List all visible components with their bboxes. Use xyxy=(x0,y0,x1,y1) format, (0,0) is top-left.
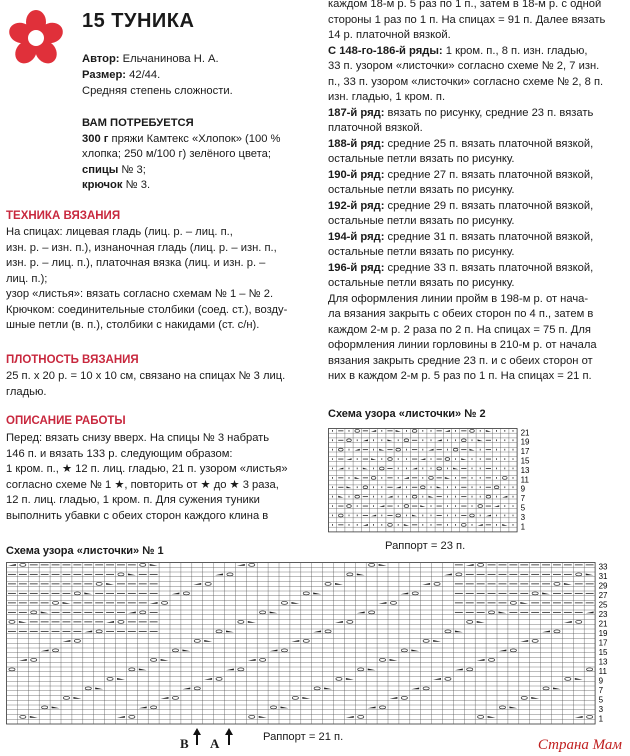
right-column-line: 188-й ряд: средние 25 п. вязать платочной вязкой, xyxy=(328,137,594,150)
row-number: 5 xyxy=(520,503,526,513)
watermark: Страна Мам xyxy=(537,737,622,753)
right-column-line: С 148-го-186-й ряды: 1 кром. п., 8 п. изн. гладью, xyxy=(328,44,588,57)
description-body: Перед: вязать снизу вверх. На спицы № 3 набрать 146 п. и вязать 133 р. следующим образом: 1 кром. п., ★ 12 п. лиц. гладью, 21 п. узором «листья» согласно схеме № 1 ★, повторить от ★ до ★ 3 раза, 12 п. лиц. гладью, 1 кром. п. Для сужения туники выполнить убавки с обеих сторон каждого клина в xyxy=(6,432,288,522)
density-body: 25 п. х 20 р. = 10 х 10 см, связано на спицах № 3 лиц. гладью. xyxy=(6,370,286,398)
right-column-line: остальные петли вязать по рисунку. xyxy=(328,277,515,289)
row-number: 33 xyxy=(598,562,608,572)
schema2-grid xyxy=(328,428,546,538)
row-number: 3 xyxy=(598,704,604,714)
row-number: 17 xyxy=(520,447,530,457)
grid-cells xyxy=(329,429,518,532)
row-number: 27 xyxy=(598,590,608,600)
row-number: 21 xyxy=(598,619,608,629)
materials-needles: спицы № 3; xyxy=(82,164,146,176)
size-line: Размер: 42/44. xyxy=(82,69,161,81)
right-column-line: платочной вязкой. xyxy=(328,122,423,134)
right-column-line: 194-й ряд: средние 31 п. вязать платочной вязкой, xyxy=(328,230,594,243)
materials-hook: крючок № 3. xyxy=(82,179,151,191)
materials-heading: ВАМ ПОТРЕБУЕТСЯ xyxy=(82,117,194,129)
row-number: 9 xyxy=(520,484,526,494)
grid-cells xyxy=(7,563,596,725)
right-column-line: остальные петли вязать по рисунку. xyxy=(328,215,515,227)
density-heading: ПЛОТНОСТЬ ВЯЗАНИЯ xyxy=(6,354,139,366)
difficulty-line: Средняя степень сложности. xyxy=(82,85,233,97)
right-column-line: Для оформления линии пройм в 198-м р. от нача- xyxy=(328,292,589,305)
right-column-line: оформления линии горловины в 210-м р. от начала xyxy=(328,339,597,351)
author-line: Автор: Ельчанинова Н. А. xyxy=(82,53,219,65)
row-number: 1 xyxy=(520,522,526,532)
right-column-line: 190-й ряд: средние 27 п. вязать платочной вязкой, xyxy=(328,168,594,181)
schema2-title: Схема узора «листочки» № 2 xyxy=(328,408,486,420)
flower-logo xyxy=(6,8,66,68)
right-column-line: 33 п. узором «листочки» согласно схеме № 2, 7 изн. xyxy=(328,60,600,72)
row-number: 19 xyxy=(520,437,530,447)
right-column-line: 196-й ряд: средние 33 п. вязать платочной вязкой, xyxy=(328,261,594,274)
technique-body: На спицах: лицевая гладь (лиц. р. – лиц. п., изн. р. – изн. п.), изнаночная гладь (лиц. р. – изн. п., изн. р. – лиц. п.), платочная вязка (лиц. и изн. р. – лиц. п.); узор «листья»: вязать согласно схемам № 1 – № 2. Крючком: соединительные столбики (соед. ст.), возду- шные петли (в. п.), столбики с накидами (ст. с/н). xyxy=(6,226,288,331)
arrow-up-icon xyxy=(192,726,202,746)
right-column-line: остальные петли вязать по рисунку. xyxy=(328,184,515,196)
right-column-line: остальные петли вязать по рисунку. xyxy=(328,246,515,258)
right-column-body xyxy=(328,0,626,385)
materials-yarn: 300 г пряжи Камтекс «Хлопок» (100 % xyxy=(82,133,281,145)
page-title: 15 ТУНИКА xyxy=(82,10,195,32)
right-column-line: 14 р. платочной вязкой. xyxy=(328,29,451,41)
right-column-line: каждом 2-м р. 2 раза по 2 п. На спицах = 75 п. Для xyxy=(328,323,591,336)
right-column-line: стороны 1 раз по 1 п. На спицах = 91 п. Далее вязать xyxy=(328,13,606,26)
materials-yarn-2: хлопка; 250 м/100 г) зелёного цвета; xyxy=(82,148,271,160)
row-number: 15 xyxy=(520,456,530,466)
right-column-line: остальные петли вязать по рисунку. xyxy=(328,153,515,165)
right-column-line: них в каждом 2-м р. 5 раз по 1 п. На спицах = 21 п. xyxy=(328,370,592,382)
marker-a: A xyxy=(210,736,220,751)
row-number: 7 xyxy=(598,685,604,695)
right-column-line: изн. гладью, 1 кром. п. xyxy=(328,91,446,103)
row-number: 23 xyxy=(598,609,608,619)
schema1-grid xyxy=(6,562,624,728)
right-column-line: каждом 18-м р. 5 раз по 1 п., затем в 18-м р. с одной xyxy=(328,0,602,10)
marker-b: B xyxy=(180,736,189,751)
right-column-line: 192-й ряд: средние 29 п. вязать платочной вязкой, xyxy=(328,199,594,212)
row-number: 17 xyxy=(598,638,608,648)
arrow-up-icon xyxy=(224,726,234,746)
row-number: 15 xyxy=(598,647,608,657)
row-number: 7 xyxy=(520,494,526,504)
description-heading: ОПИСАНИЕ РАБОТЫ xyxy=(6,415,126,427)
row-number: 29 xyxy=(598,581,608,591)
row-number: 31 xyxy=(598,571,608,581)
row-number: 11 xyxy=(598,666,607,676)
right-column-line: ла вязания закрыть с обеих сторон по 4 п., затем в xyxy=(328,308,594,320)
schema2-rapport: Раппорт = 23 п. xyxy=(385,540,466,552)
technique-heading: ТЕХНИКА ВЯЗАНИЯ xyxy=(6,210,121,222)
row-number: 13 xyxy=(520,465,530,475)
row-number: 3 xyxy=(520,512,526,522)
row-number: 11 xyxy=(520,475,529,485)
row-number: 25 xyxy=(598,600,608,610)
right-column-line: 187-й ряд: вязать по рисунку, средние 23 п. вязать xyxy=(328,106,594,119)
row-number: 9 xyxy=(598,676,604,686)
row-number: 21 xyxy=(520,428,530,438)
right-column-line: вязания закрыть средние 23 п. и с обеих сторон от xyxy=(328,354,593,367)
schema1-rapport: Раппорт = 21 п. xyxy=(263,731,344,743)
row-number: 13 xyxy=(598,657,608,667)
row-number: 1 xyxy=(598,714,604,724)
schema1-title: Схема узора «листочки» № 1 xyxy=(6,545,164,557)
right-column-line: п., 33 п. узором «листочки» согласно схеме № 2, 8 п. xyxy=(328,75,604,88)
row-number: 19 xyxy=(598,628,608,638)
row-number: 5 xyxy=(598,695,604,705)
